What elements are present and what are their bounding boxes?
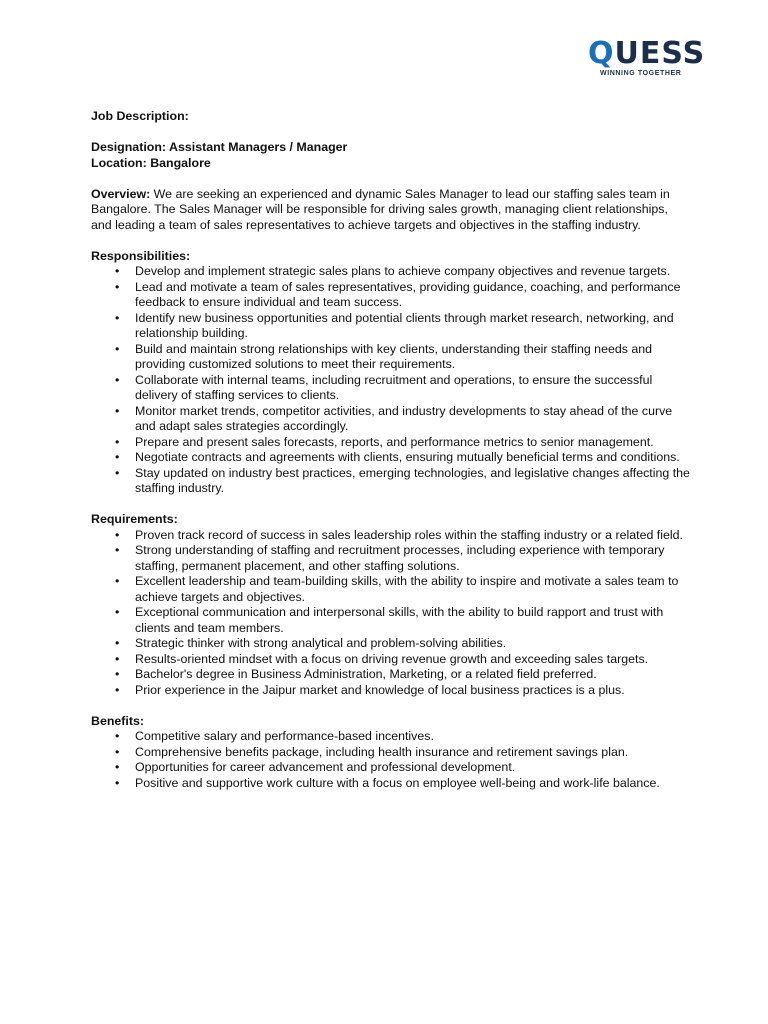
benefits-list — [91, 729, 691, 791]
list-item: • Proven track record of success in sales leadership roles within the staffing industry or a related field. — [91, 528, 691, 544]
list-item: • Strategic thinker with strong analytical and problem-solving abilities. — [91, 636, 691, 652]
list-item: • Collaborate with internal teams, including recruitment and operations, to ensure the successful delivery of staffing services to clients. — [91, 373, 691, 404]
list-item: • Negotiate contracts and agreements with clients, ensuring mutually beneficial terms and conditions. — [91, 450, 691, 466]
list-item: • Comprehensive benefits package, including health insurance and retirement savings plan. — [91, 745, 691, 761]
logo-letters-rest: UESS — [614, 36, 706, 71]
overview-text: We are seeking an experienced and dynamic Sales Manager to lead our staffing sales team in Bangalore. The Sales Manager will be responsible for driving sales growth, managing client relationships, and leading a team of sales representatives to achieve targets and objectives in the staffing industry. — [91, 186, 670, 232]
list-item: • Build and maintain strong relationships with key clients, understanding their staffing needs and providing customized solutions to meet their requirements. — [91, 342, 691, 373]
responsibilities-list — [91, 264, 691, 497]
list-item: • Exceptional communication and interpersonal skills, with the ability to build rapport and trust with clients and team members. — [91, 605, 691, 636]
requirements-list — [91, 528, 691, 699]
list-item: • Prepare and present sales forecasts, reports, and performance metrics to senior management. — [91, 435, 691, 451]
list-item: • Excellent leadership and team-building skills, with the ability to inspire and motivate a sales team to achieve targets and objectives. — [91, 574, 691, 605]
list-item: • Stay updated on industry best practices, emerging technologies, and legislative changes affecting the staffing industry. — [91, 466, 691, 497]
list-item: • Prior experience in the Jaipur market and knowledge of local business practices is a plus. — [91, 683, 691, 699]
benefits-heading: Benefits: — [91, 713, 145, 728]
list-item: • Identify new business opportunities and potential clients through market research, networking, and relationship building. — [91, 311, 691, 342]
quess-logo — [588, 38, 708, 82]
list-item: • Lead and motivate a team of sales representatives, providing guidance, coaching, and performance feedback to ensure individual and team success. — [91, 280, 691, 311]
list-item: • Strong understanding of staffing and recruitment processes, including experience with temporary staffing, permanent placement, and other staffing solutions. — [91, 543, 691, 574]
logo-letter-q: Q — [588, 36, 615, 71]
designation: Designation: Assistant Managers / Manager — [91, 140, 348, 154]
job-description-body — [91, 109, 691, 791]
logo-tagline: WINNING TOGETHER — [600, 70, 682, 77]
list-item: • Monitor market trends, competitor activities, and industry developments to stay ahead of the curve and adapt sales strategies accordingly. — [91, 404, 691, 435]
logo-wordmark — [588, 38, 705, 70]
list-item: • Positive and supportive work culture with a focus on employee well-being and work-life balance. — [91, 776, 691, 792]
list-item: • Results-oriented mindset with a focus on driving revenue growth and exceeding sales targets. — [91, 652, 691, 668]
overview-paragraph — [91, 187, 691, 234]
responsibilities-heading: Responsibilities: — [91, 248, 191, 263]
requirements-heading: Requirements: — [91, 512, 178, 526]
location: Location: Bangalore — [91, 155, 211, 170]
list-item: • Competitive salary and performance-based incentives. — [91, 729, 691, 745]
list-item: • Bachelor's degree in Business Administration, Marketing, or a related field preferred. — [91, 667, 691, 683]
doc-title: Job Description: — [91, 109, 189, 123]
list-item: • Opportunities for career advancement and professional development. — [91, 760, 691, 776]
list-item: • Develop and implement strategic sales plans to achieve company objectives and revenue targets. — [91, 264, 691, 280]
overview-label: Overview: — [91, 186, 151, 201]
